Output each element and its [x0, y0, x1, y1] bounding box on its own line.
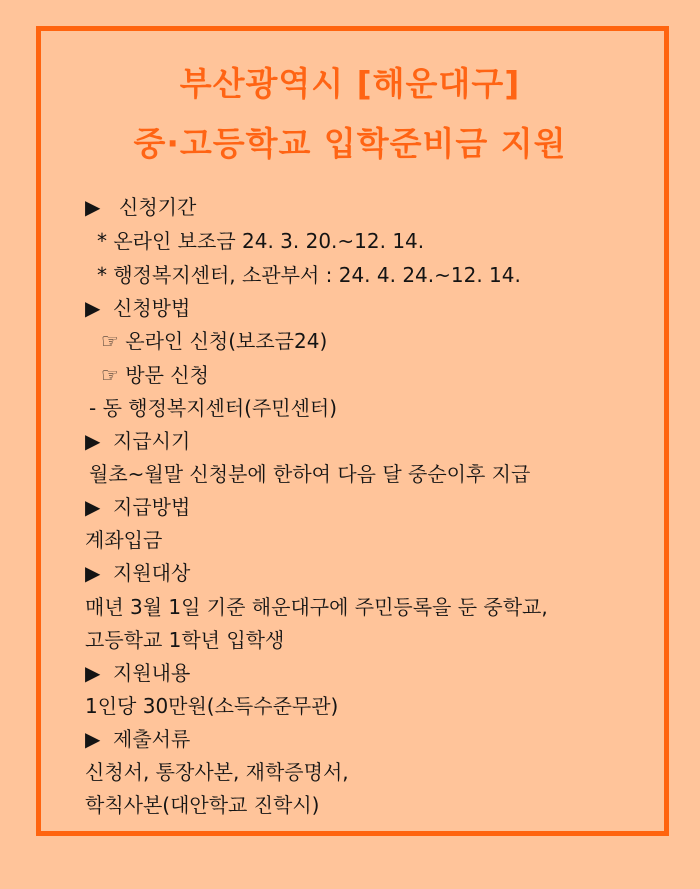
- triangle-bullet-icon: ▶: [85, 561, 101, 585]
- target-item-2: 고등학교 1학년 입학생: [85, 628, 285, 652]
- section-heading-payment: [85, 493, 190, 521]
- method-item-office: - 동 행정복지센터(주민센터): [89, 396, 338, 420]
- section-heading-documents: [85, 725, 190, 753]
- triangle-bullet-icon: ▶: [85, 195, 101, 219]
- documents-item-1: 신청서, 통장사본, 재학증명서,: [85, 760, 349, 784]
- method-item-visit: ☞ 방문 신청: [101, 363, 209, 387]
- section-heading-period: [85, 193, 196, 221]
- period-item-online: * 온라인 보조금 24. 3. 20.~12. 14.: [97, 229, 425, 253]
- heading-text: 지원대상: [113, 561, 191, 585]
- heading-text: 신청기간: [119, 195, 197, 219]
- section-heading-method: [85, 294, 190, 322]
- target-item-1: 매년 3월 1일 기준 해운대구에 주민등록을 둔 중학교,: [85, 595, 548, 619]
- documents-item-2: 학칙사본(대안학교 진학시): [85, 793, 320, 817]
- heading-text: 신청방법: [113, 296, 191, 320]
- triangle-bullet-icon: ▶: [85, 661, 101, 685]
- title-line-2: 중·고등학교 입학준비금 지원: [133, 124, 567, 163]
- triangle-bullet-icon: ▶: [85, 429, 101, 453]
- triangle-bullet-icon: ▶: [85, 495, 101, 519]
- content-item: 1인당 30만원(소득수준무관): [85, 694, 339, 718]
- method-item-online: ☞ 온라인 신청(보조금24): [101, 329, 328, 353]
- triangle-bullet-icon: ▶: [85, 296, 101, 320]
- heading-text: 제출서류: [113, 727, 191, 751]
- title-line-1: 부산광역시 [해운대구]: [179, 64, 521, 103]
- payment-item: 계좌입금: [85, 528, 163, 552]
- heading-text: 지급시기: [113, 429, 191, 453]
- section-heading-content: [85, 659, 190, 687]
- heading-text: 지급방법: [113, 495, 191, 519]
- heading-text: 지원내용: [113, 661, 191, 685]
- timing-item: 월초~월말 신청분에 한하여 다음 달 중순이후 지급: [89, 462, 531, 486]
- section-heading-target: [85, 559, 190, 587]
- triangle-bullet-icon: ▶: [85, 727, 101, 751]
- section-heading-timing: [85, 427, 190, 455]
- period-item-visit: * 행정복지센터, 소관부서 : 24. 4. 24.~12. 14.: [97, 263, 521, 287]
